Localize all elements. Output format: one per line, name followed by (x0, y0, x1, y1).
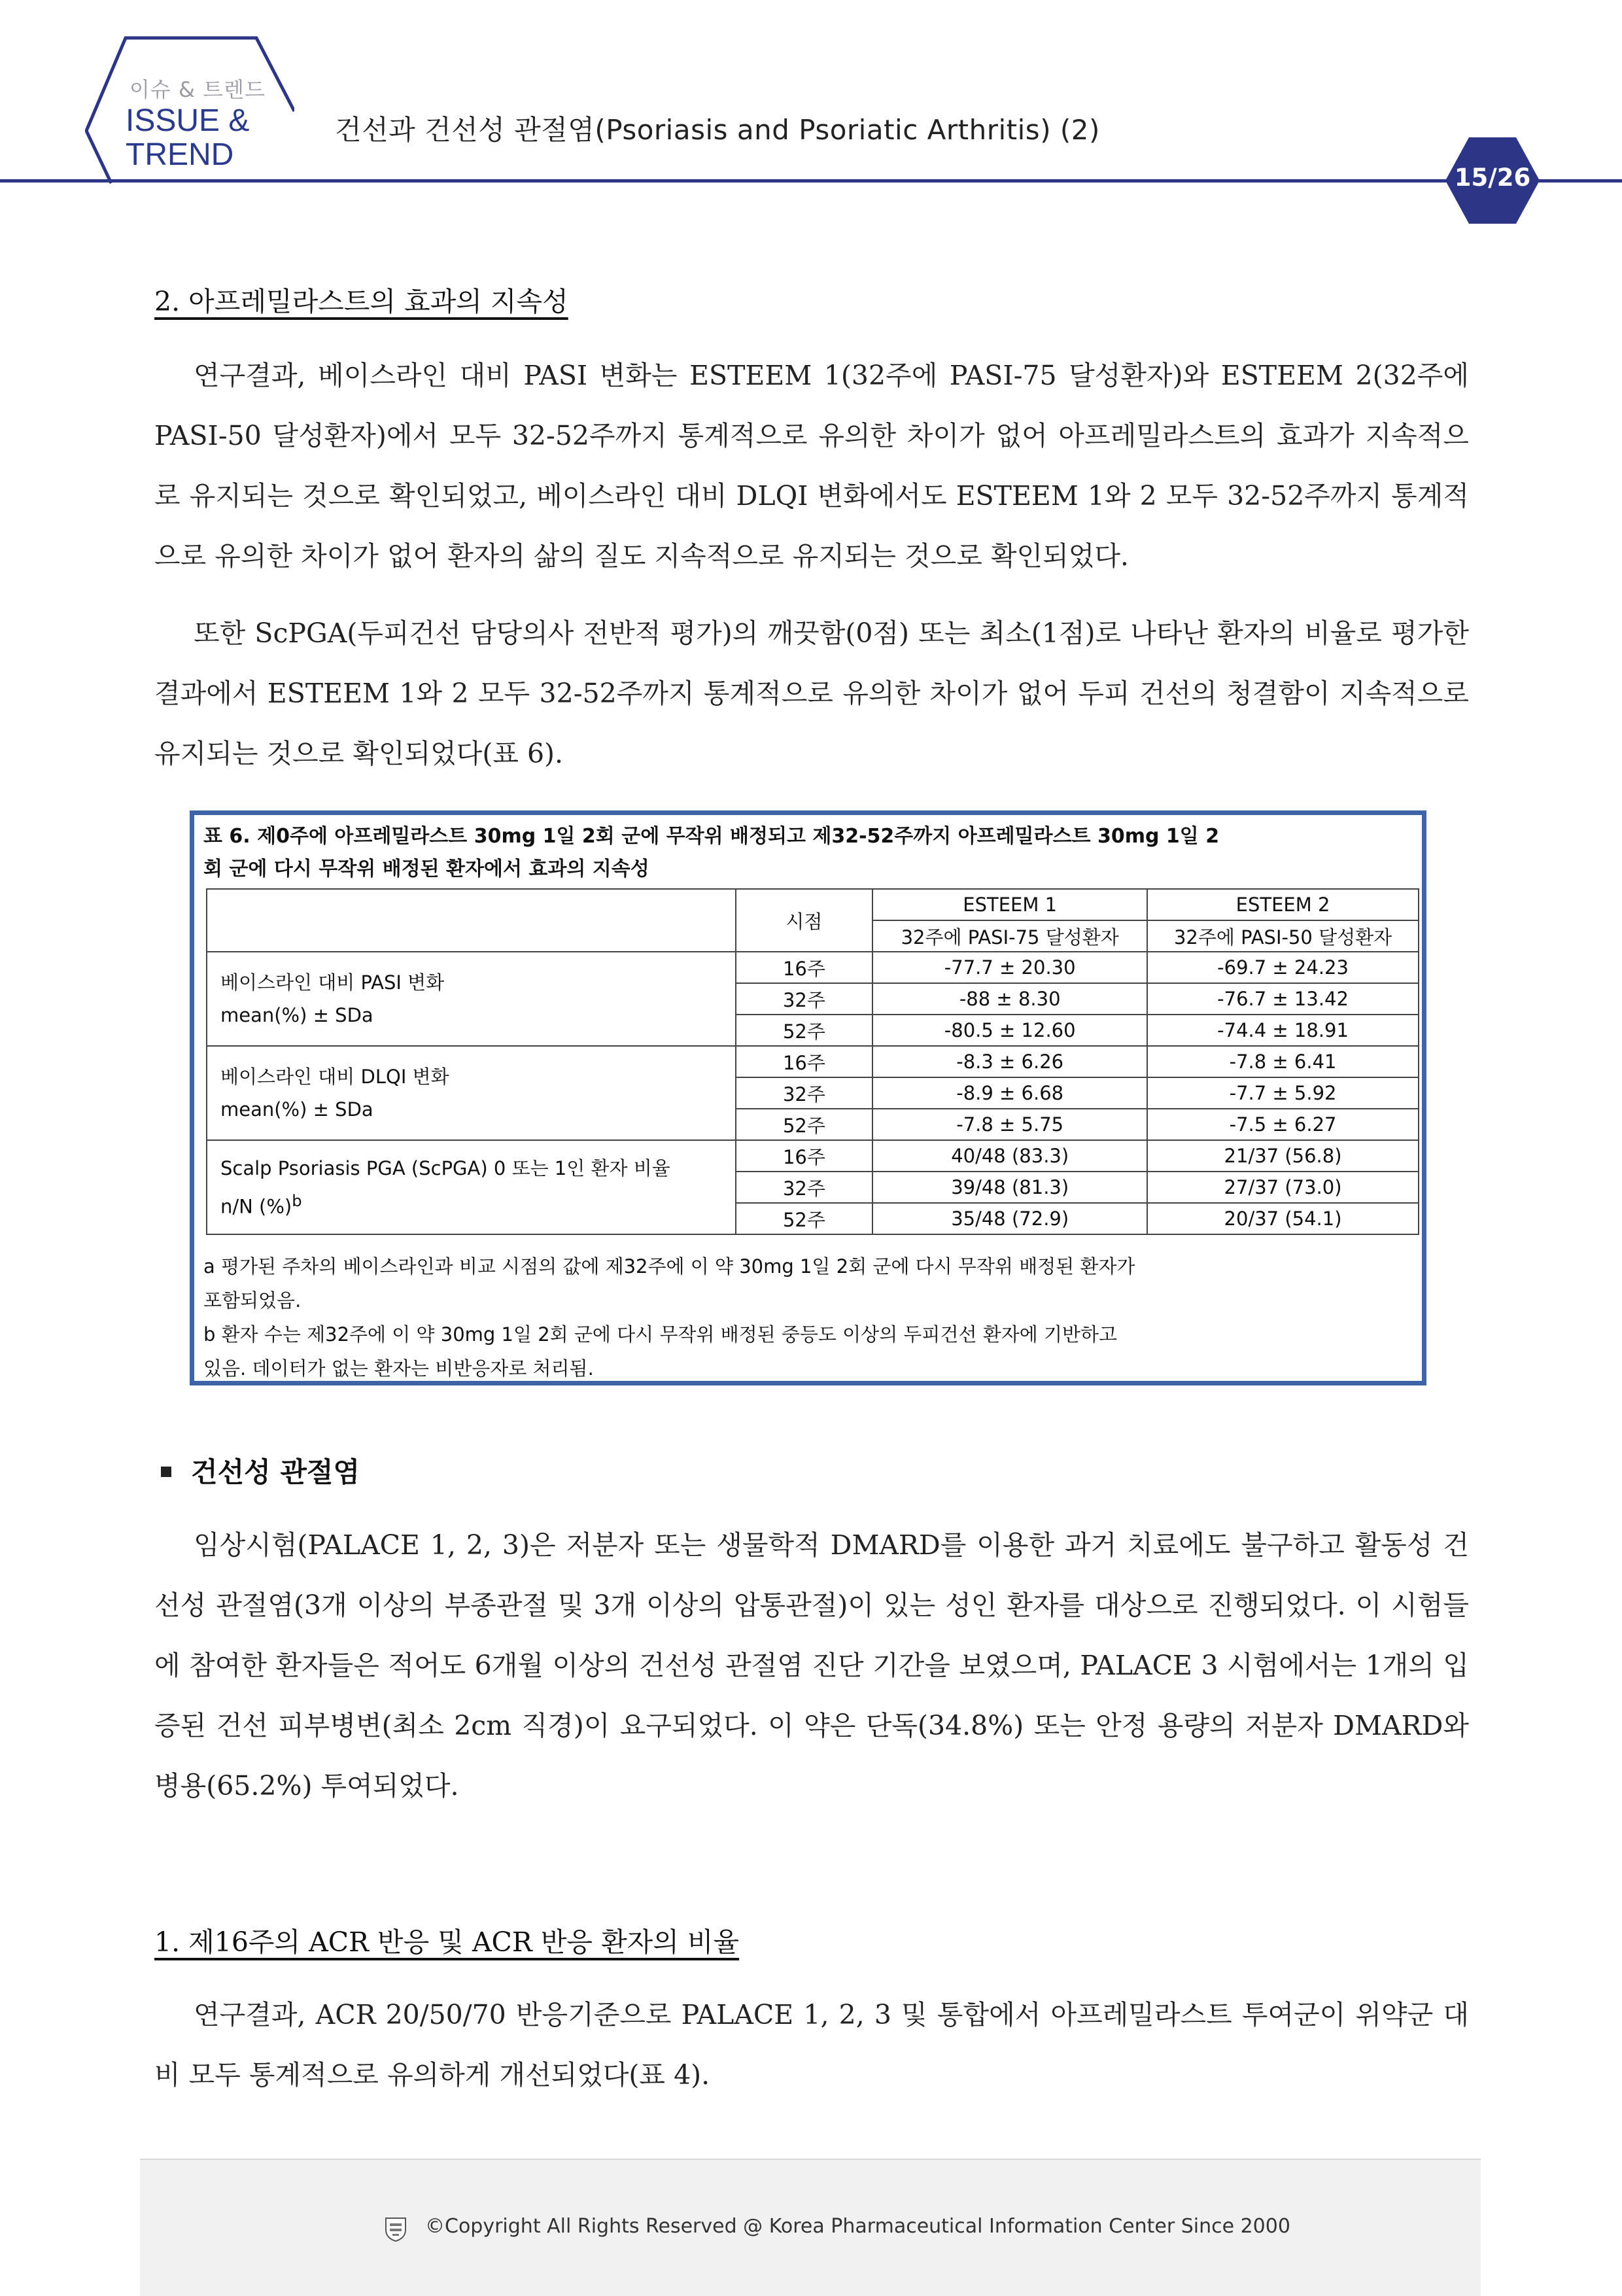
table-6 (206, 888, 1419, 1235)
week-cell: 32주 (736, 983, 873, 1015)
issue-trend-badge (85, 34, 294, 184)
footnote-marker: b (292, 1191, 302, 1210)
esteem1-cell: -8.9 ± 6.68 (872, 1077, 1147, 1109)
esteem2-cell: -74.4 ± 18.91 (1147, 1015, 1419, 1046)
table-6-box (190, 810, 1426, 1385)
esteem2-cell: -7.7 ± 5.92 (1147, 1077, 1419, 1109)
table-caption-line: 회 군에 다시 무작위 배정된 환자에서 효과의 지속성 (203, 858, 649, 880)
group-label-text: n/N (%) (220, 1195, 292, 1218)
esteem2-cell: -69.7 ± 24.23 (1147, 952, 1419, 983)
esteem1-cell: 39/48 (81.3) (872, 1172, 1147, 1203)
group-label-line: mean(%) ± SDa (220, 1004, 373, 1026)
esteem1-cell: 35/48 (72.9) (872, 1203, 1147, 1234)
esteem1-cell: -88 ± 8.30 (872, 983, 1147, 1015)
bullet-heading-psoriatic-arthritis (161, 1451, 360, 1490)
col-header-esteem1: ESTEEM 1 (872, 889, 1147, 920)
esteem2-cell: -76.7 ± 13.42 (1147, 983, 1419, 1015)
esteem1-cell: -8.3 ± 6.26 (872, 1046, 1147, 1077)
table-caption (203, 820, 1420, 886)
group-label-line (220, 1185, 729, 1223)
table-header-row (207, 889, 1419, 920)
badge-trend-label: TREND (126, 137, 234, 172)
col-subheader-esteem2: 32주에 PASI-50 달성환자 (1147, 920, 1419, 952)
header-title: 건선과 건선성 관절염(Psoriasis and Psoriatic Arthritis) (2) (335, 114, 1100, 146)
paragraph-scpga: 또한 ScPGA(두피건선 담당의사 전반적 평가)의 깨끗함(0점) 또는 최소(1점)로 나타난 환자의 비율로 평가한 결과에서 ESTEEM 1와 2 모두 32-52주까지 통계적으로 유의한 차이가 없어 두피 건선의 청결함이 지속적으로 유지되는 것으로 확인되었다(표 6). (154, 617, 1469, 769)
week-cell: 52주 (736, 1109, 873, 1140)
week-cell: 16주 (736, 952, 873, 983)
week-cell: 32주 (736, 1172, 873, 1203)
badge-issue-label: ISSUE & (126, 103, 250, 138)
paragraph-pasi-dlqi: 연구결과, 베이스라인 대비 PASI 변화는 ESTEEM 1(32주에 PASI-75 달성환자)와 ESTEEM 2(32주에 PASI-50 달성환자)에서 모두 32-52주까지 통계적으로 유의한 차이가 없어 아프레밀라스트의 효과가 지속적으로 유지되는 것으로 확인되었고, 베이스라인 대비 DLQI 변화에서도 ESTEEM 1와 2 모두 32-52주까지 통계적으로 유의한 차이가 없어 환자의 삶의 질도 지속적으로 유지되는 것으로 확인되었다. (154, 360, 1469, 572)
esteem2-cell: -7.8 ± 6.41 (1147, 1046, 1419, 1077)
row-group-label-scpga (207, 1140, 736, 1234)
table-row (207, 1046, 1419, 1077)
table-footnotes (203, 1249, 1420, 1385)
square-bullet-icon (161, 1467, 171, 1477)
esteem2-cell: -7.5 ± 6.27 (1147, 1109, 1419, 1140)
week-cell: 16주 (736, 1046, 873, 1077)
group-label-line: mean(%) ± SDa (220, 1098, 373, 1121)
footnote-line: 있음. 데이터가 없는 환자는 비반응자로 처리됨. (203, 1357, 594, 1380)
esteem1-cell: -80.5 ± 12.60 (872, 1015, 1147, 1046)
section-heading-acr: 1. 제16주의 ACR 반응 및 ACR 반응 환자의 비율 (154, 1926, 740, 1958)
empty-header-cell (207, 889, 736, 952)
group-label-line: Scalp Psoriasis PGA (ScPGA) 0 또는 1인 환자 비율 (220, 1157, 670, 1179)
col-header-timepoint: 시점 (736, 889, 873, 952)
table-caption-line: 표 6. 제0주에 아프레밀라스트 30mg 1일 2회 군에 무작위 배정되고 제32-52주까지 아프레밀라스트 30mg 1일 2 (203, 825, 1220, 848)
badge-small-label: 이슈 & 트렌드 (129, 77, 266, 102)
footnote-line: 포함되었음. (203, 1289, 302, 1312)
footnote-line: a 평가된 주차의 베이스라인과 비교 시점의 값에 제32주에 이 약 30mg 1일 2회 군에 다시 무작위 배정된 환자가 (203, 1255, 1135, 1278)
bullet-heading-text: 건선성 관절염 (191, 1456, 360, 1488)
paragraph-acr-results: 연구결과, ACR 20/50/70 반응기준으로 PALACE 1, 2, 3 및 통합에서 아프레밀라스트 투여군이 위약군 대비 모두 통계적으로 유의하게 개선되었다(표 4). (154, 1999, 1469, 2091)
esteem1-cell: 40/48 (83.3) (872, 1140, 1147, 1172)
footnote-line: b 환자 수는 제32주에 이 약 30mg 1일 2회 군에 다시 무작위 배정된 중등도 이상의 두피건선 환자에 기반하고 (203, 1323, 1118, 1346)
esteem1-cell: -77.7 ± 20.30 (872, 952, 1147, 983)
paragraph-palace-trials: 임상시험(PALACE 1, 2, 3)은 저분자 또는 생물학적 DMARD를 이용한 과거 치료에도 불구하고 활동성 건선성 관절염(3개 이상의 부종관절 및 3개 이상의 압통관절)이 있는 성인 환자를 대상으로 진행되었다. 이 시험들에 참여한 환자들은 적어도 6개월 이상의 건선성 관절염 진단 기간을 보였으며, PALACE 3 시험에서는 1개의 입증된 건선 피부병변(최소 2cm 직경)이 요구되었다. 이 약은 단독(34.8%) 또는 안정 용량의 저분자 DMARD와 병용(65.2%) 투여되었다. (154, 1529, 1469, 1801)
col-header-esteem2: ESTEEM 2 (1147, 889, 1419, 920)
week-cell: 52주 (736, 1015, 873, 1046)
section-heading-persistence: 2. 아프레밀라스트의 효과의 지속성 (154, 286, 568, 317)
group-label-line: 베이스라인 대비 DLQI 변화 (220, 1066, 449, 1088)
esteem2-cell: 20/37 (54.1) (1147, 1203, 1419, 1234)
footer (140, 2159, 1481, 2296)
esteem1-cell: -7.8 ± 5.75 (872, 1109, 1147, 1140)
row-group-label-pasi (207, 952, 736, 1046)
col-subheader-esteem1: 32주에 PASI-75 달성환자 (872, 920, 1147, 952)
row-group-label-dlqi (207, 1046, 736, 1140)
table-row (207, 952, 1419, 983)
esteem2-cell: 27/37 (73.0) (1147, 1172, 1419, 1203)
header-rule (0, 179, 1622, 183)
copyright-text: ©Copyright All Rights Reserved @ Korea Pharmaceutical Information Center Since 2000 (425, 2215, 1290, 2238)
page-number: 15/26 (1454, 164, 1531, 192)
group-label-line: 베이스라인 대비 PASI 변화 (220, 971, 445, 994)
table-row (207, 1140, 1419, 1172)
page-number-badge (1444, 136, 1541, 225)
week-cell: 16주 (736, 1140, 873, 1172)
esteem2-cell: 21/37 (56.8) (1147, 1140, 1419, 1172)
week-cell: 32주 (736, 1077, 873, 1109)
week-cell: 52주 (736, 1203, 873, 1234)
shield-logo-icon (385, 2217, 407, 2242)
